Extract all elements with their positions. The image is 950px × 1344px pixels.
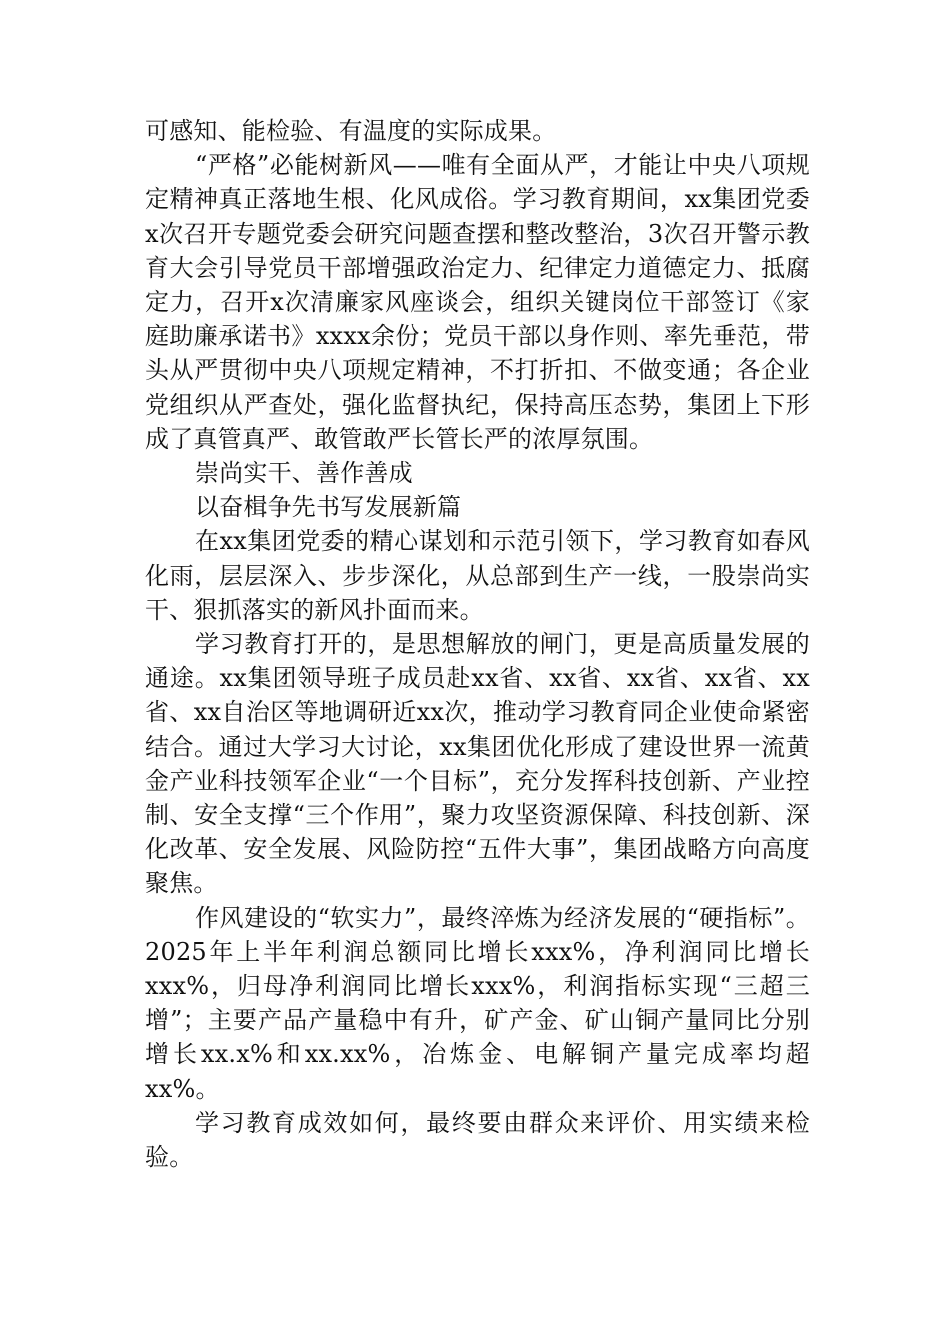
section-heading-line-1: 崇尚实干、善作善成 [195, 459, 413, 488]
paragraph-continuation: 可感知、能检验、有温度的实际成果。 [145, 117, 557, 145]
section-heading-line-2: 以奋楫争先书写发展新篇 [195, 493, 462, 522]
paragraph-high-quality-development: 学习教育打开的，是思想解放的闸门，更是高质量发展的通途。xx集团领导班子成员赴xx省、xx省、xx省、xx省、xx省、xx自治区等地调研近xx次，推动学习教育同企业使命紧密结合。通过大学习大讨论，xx集团优化形成了建设世界一流黄金产业科技领军企业“一个目标”，充分发挥科技创新、产业控制、安全支撑“三个作用”，聚力攻坚资源保障、科技创新、深化改革、安全发展、风险防控“五件大事”，集团战略方向高度聚焦。 [145, 630, 810, 898]
paragraph-strict-discipline: “严格”必能树新风——唯有全面从严，才能让中央八项规定精神真正落地生根、化风成俗。学习教育期间，xx集团党委x次召开专题党委会研究问题查摆和整改整治，3次召开警示教育大会引导党员干部增强政治定力、纪律定力道德定力、抵腐定力，召开x次清廉家风座谈会，组织关键岗位干部签订《家庭助廉承诺书》xxxx余份；党员干部以身作则、率先垂范，带头从严贯彻中央八项规定精神，不打折扣、不做变通；各企业党组织从严查处，强化监督执纪，保持高压态势，集团上下形成了真管真严、敢管敢严长管长严的浓厚氛围。 [145, 151, 810, 453]
paragraph-economic-indicators: 作风建设的“软实力”，最终淬炼为经济发展的“硬指标”。2025年上半年利润总额同比增长xxx%，净利润同比增长xxx%，归母净利润同比增长xxx%，利润指标实现“三超三增”；主要产品产量稳中有升，矿产金、矿山铜产量同比分别增长xx.x%和xx.xx%，冶炼金、电解铜产量完成率均超xx%。 [145, 903, 810, 1103]
paragraph-new-wind: 在xx集团党委的精心谋划和示范引领下，学习教育如春风化雨，层层深入、步步深化，从总部到生产一线，一股崇尚实干、狠抓落实的新风扑面而来。 [145, 527, 810, 624]
document-body [145, 114, 810, 1174]
paragraph-evaluation: 学习教育成效如何，最终要由群众来评价、用实绩来检验。 [145, 1108, 810, 1172]
